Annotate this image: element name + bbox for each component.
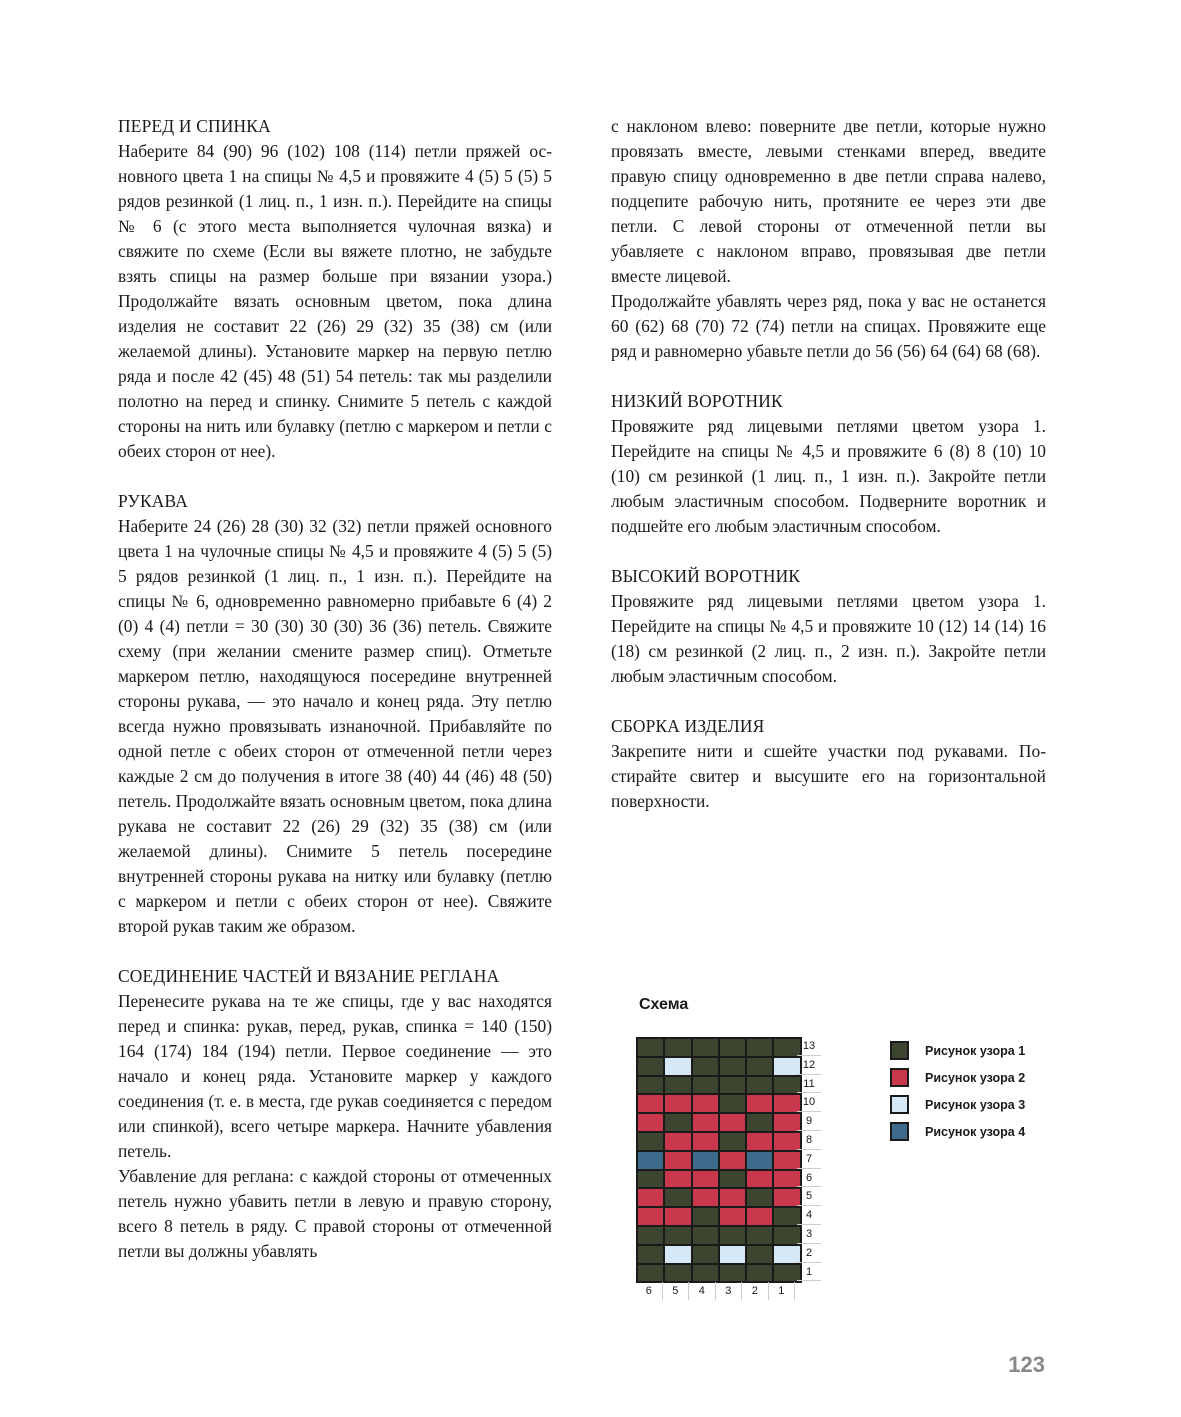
chart-cell xyxy=(747,1152,772,1169)
page-number: 123 xyxy=(1008,1352,1045,1377)
legend-swatch xyxy=(890,1095,909,1114)
chart-cell xyxy=(693,1152,718,1169)
chart-cell xyxy=(638,1246,663,1263)
section-heading: ПЕРЕД И СПИНКА xyxy=(118,116,271,136)
row-number: 1 xyxy=(797,1263,821,1282)
chart-cell xyxy=(747,1208,772,1225)
chart-cell xyxy=(638,1077,663,1094)
chart-cell xyxy=(638,1133,663,1150)
chart-cell xyxy=(747,1171,772,1188)
chart-cell xyxy=(693,1133,718,1150)
chart-cell xyxy=(720,1058,745,1075)
column-number: 5 xyxy=(663,1282,690,1300)
section xyxy=(118,964,552,1264)
row-number: 11 xyxy=(797,1075,821,1094)
legend-swatch xyxy=(890,1122,909,1141)
chart-cell xyxy=(774,1152,799,1169)
chart-cell xyxy=(747,1095,772,1112)
section xyxy=(118,489,552,939)
left-column xyxy=(118,114,552,1289)
paragraph: Провяжите ряд лицевыми петлями цветом узора 1. Перейдите на спицы № 4,5 и провяжите 10 (12) 14 (14) 16 (18) см резинкой (2 лиц. п., 2 изн. п.). Закройте петли любым эластичным способом. xyxy=(611,591,1046,686)
chart-cell xyxy=(720,1077,745,1094)
chart-cell xyxy=(774,1189,799,1206)
paragraph: Наберите 84 (90) 96 (102) 108 (114) петли пряжей основного цвета 1 на спицы № 4,5 и провяжите 4 (5) 5 (5) 5 рядов резинкой (1 лиц. п., 1 изн. п.). Перейдите на спицы № 6 (с этого места выполняется чулочная вязка) и свяжите по схеме (Если вы вяжете плотно, не забудьте взять спицы на размер больше при вязании узора.) Продолжайте вязать основным цветом, пока длина изделия не составит 22 (26) 29 (32) 35 (38) см (или желаемой длины). Установите маркер на первую петлю ряда и после 42 (45) 48 (51) 54 петель: так мы разделили полотно на перед и спинку. Снимите 5 петель с каждой стороны на нить или булавку (петлю с маркером и петли с обеих сторон от нее). xyxy=(118,141,552,461)
chart-cell xyxy=(720,1246,745,1263)
section xyxy=(611,114,1046,364)
chart-cell xyxy=(665,1227,690,1244)
row-number: 5 xyxy=(797,1187,821,1206)
right-column xyxy=(611,114,1046,839)
chart-cell xyxy=(720,1095,745,1112)
chart-cell xyxy=(665,1039,690,1056)
row-number: 6 xyxy=(797,1169,821,1188)
section-heading: СБОРКА ИЗДЕЛИЯ xyxy=(611,716,765,736)
paragraph: Перенесите рукава на те же спицы, где у вас находятся перед и спинка: рукав, перед, рукав, спинка = 140 (150) 164 (174) 184 (194) петли. Первое соединение — это начало и конец ряда. Установите маркер у каждого соединения (т. е. в места, где рукав соединяется с передом или спинкой), всего четыре маркера. Начните убавления петель. xyxy=(118,991,552,1161)
chart-cell xyxy=(747,1227,772,1244)
chart-cell xyxy=(747,1133,772,1150)
section xyxy=(118,114,552,464)
chart-cell xyxy=(747,1114,772,1131)
chart-cell xyxy=(774,1095,799,1112)
chart-cell xyxy=(665,1133,690,1150)
row-number: 8 xyxy=(797,1131,821,1150)
column-number: 4 xyxy=(689,1282,716,1300)
row-number: 12 xyxy=(797,1056,821,1075)
section-heading: СОЕДИНЕНИЕ ЧАСТЕЙ И ВЯЗАНИЕ РЕГЛАНА xyxy=(118,966,500,986)
row-number: 9 xyxy=(797,1112,821,1131)
column-number: 3 xyxy=(716,1282,743,1300)
chart-cell xyxy=(665,1189,690,1206)
chart-cell xyxy=(720,1189,745,1206)
legend-label: Рисунок узора 3 xyxy=(925,1097,1026,1112)
chart-column-labels xyxy=(636,1282,795,1300)
chart-cell xyxy=(693,1208,718,1225)
chart-cell xyxy=(665,1246,690,1263)
legend-swatch xyxy=(890,1041,909,1060)
chart-cell xyxy=(693,1265,718,1282)
legend-label: Рисунок узора 1 xyxy=(925,1043,1026,1058)
legend-item xyxy=(890,1064,1025,1091)
row-number: 7 xyxy=(797,1150,821,1169)
chart-cell xyxy=(774,1227,799,1244)
chart-cell xyxy=(774,1171,799,1188)
paragraph: с наклоном влево: поверните две петли, которые нужно провязать вместе, левыми стенками вперед, введите правую спицу одновременно в две петли справа налево, подцепите рабочую нить, протяните ее через эти две петли. С левой стороны от отмеченной петли вы убавляете с наклоном вправо, провязывая две петли вместе лицевой. xyxy=(611,116,1046,286)
paragraph: Наберите 24 (26) 28 (30) 32 (32) петли пряжей основного цвета 1 на чулочные спицы № 4,5 и провяжите 4 (5) 5 (5) 5 рядов резинкой (1 лиц. п., 1 изн. п.). Перейдите на спицы № 6, одновременно равномерно прибавьте 6 (4) 2 (0) 4 (4) петли = 30 (30) 30 (30) 36 (36) петель. Свяжите схему (при желании смените размер спиц). Отметьте маркером петлю, находящуюся посередине внутренней стороны рукава, — это начало и конец ряда. Эту петлю всегда нужно провязывать изнаночной. Прибавляйте по одной петле с обеих сторон от отмеченной петли через каждые 2 см до получения в итоге 38 (40) 44 (46) 48 (50) петель. Продолжайте вязать основным цветом, пока длина рукава не составит 22 (26) 29 (32) 35 (38) см (или желаемой длины). Снимите 5 петель посередине внутренней стороны рукава на нитку или булавку (петлю с маркером и петли с обеих сторон от нее). Свяжите второй рукав таким же образом. xyxy=(118,516,552,936)
legend-item xyxy=(890,1091,1025,1118)
chart-cell xyxy=(720,1171,745,1188)
chart-cell xyxy=(665,1058,690,1075)
chart-cell xyxy=(747,1189,772,1206)
chart-legend xyxy=(890,1037,1025,1145)
row-number: 2 xyxy=(797,1244,821,1263)
section-heading: НИЗКИЙ ВОРОТНИК xyxy=(611,391,783,411)
chart-cell xyxy=(638,1208,663,1225)
chart-cell xyxy=(774,1058,799,1075)
section xyxy=(611,564,1046,689)
column-number: 6 xyxy=(636,1282,663,1300)
chart-cell xyxy=(665,1077,690,1094)
chart-cell xyxy=(774,1208,799,1225)
section-heading: РУКАВА xyxy=(118,491,188,511)
chart-cell xyxy=(774,1265,799,1282)
chart-cell xyxy=(665,1095,690,1112)
chart-cell xyxy=(693,1039,718,1056)
paragraph: Убавление для реглана: с каждой стороны от отмеченных петель нужно убавить петли в левую и правую сторону, всего 8 петель в ряду. С правой стороны от отмеченной петли вы должны убавлять xyxy=(118,1166,552,1261)
chart-cell xyxy=(774,1077,799,1094)
chart-cell xyxy=(665,1265,690,1282)
chart-cell xyxy=(747,1058,772,1075)
paragraph: Продолжайте убавлять через ряд, пока у вас не останется 60 (62) 68 (70) 72 (74) петли на спицах. Провяжите еще ряд и равномерно убавьте петли до 56 (56) 64 (64) 68 (68). xyxy=(611,291,1046,361)
chart-cell xyxy=(638,1227,663,1244)
chart-cell xyxy=(720,1114,745,1131)
chart-cell xyxy=(638,1039,663,1056)
chart-cell xyxy=(693,1077,718,1094)
legend-item xyxy=(890,1118,1025,1145)
chart-cell xyxy=(638,1171,663,1188)
chart-cell xyxy=(720,1265,745,1282)
chart-cell xyxy=(693,1095,718,1112)
chart-cell xyxy=(638,1114,663,1131)
section xyxy=(611,389,1046,539)
row-number: 10 xyxy=(797,1093,821,1112)
chart-cell xyxy=(747,1077,772,1094)
chart-cell xyxy=(747,1039,772,1056)
chart-cell xyxy=(720,1208,745,1225)
section xyxy=(611,714,1046,814)
chart-cell xyxy=(693,1114,718,1131)
legend-swatch xyxy=(890,1068,909,1087)
chart-cell xyxy=(693,1171,718,1188)
section-heading: ВЫСОКИЙ ВОРОТНИК xyxy=(611,566,801,586)
chart-cell xyxy=(693,1189,718,1206)
chart-cell xyxy=(747,1246,772,1263)
chart-cell xyxy=(665,1171,690,1188)
chart-cell xyxy=(638,1095,663,1112)
chart-title: Схема xyxy=(639,996,689,1013)
chart-row-labels xyxy=(797,1037,821,1281)
legend-item xyxy=(890,1037,1025,1064)
chart-cell xyxy=(720,1152,745,1169)
chart-cell xyxy=(774,1114,799,1131)
legend-label: Рисунок узора 4 xyxy=(925,1124,1026,1139)
chart-cell xyxy=(665,1208,690,1225)
chart-cell xyxy=(774,1039,799,1056)
chart-grid xyxy=(636,1037,802,1283)
paragraph: Провяжите ряд лицевыми петлями цветом узора 1. Перейдите на спицы № 4,5 и провяжите 6 (8) 8 (10) 10 (10) см резинкой (1 лиц. п., 1 изн. п.). Закройте петли любым эластичным способом. Подверните воротник и подшейте его любым эластичным способом. xyxy=(611,416,1046,536)
chart-cell xyxy=(638,1058,663,1075)
legend-label: Рисунок узора 2 xyxy=(925,1070,1026,1085)
chart-cell xyxy=(638,1265,663,1282)
chart-cell xyxy=(774,1246,799,1263)
chart-cell xyxy=(665,1114,690,1131)
chart-cell xyxy=(638,1152,663,1169)
chart-cell xyxy=(693,1227,718,1244)
chart-cell xyxy=(720,1227,745,1244)
row-number: 3 xyxy=(797,1225,821,1244)
column-number: 2 xyxy=(742,1282,769,1300)
row-number: 4 xyxy=(797,1206,821,1225)
row-number: 13 xyxy=(797,1037,821,1056)
column-number: 1 xyxy=(769,1282,796,1300)
chart-cell xyxy=(665,1152,690,1169)
chart-cell xyxy=(747,1265,772,1282)
chart-cell xyxy=(774,1133,799,1150)
chart-cell xyxy=(720,1039,745,1056)
chart-cell xyxy=(638,1189,663,1206)
chart-cell xyxy=(693,1058,718,1075)
chart-cell xyxy=(720,1133,745,1150)
paragraph: Закрепите нити и сшейте участки под рукавами. Постирайте свитер и высушите его на горизонтальной поверхности. xyxy=(611,741,1046,811)
chart-cell xyxy=(693,1246,718,1263)
